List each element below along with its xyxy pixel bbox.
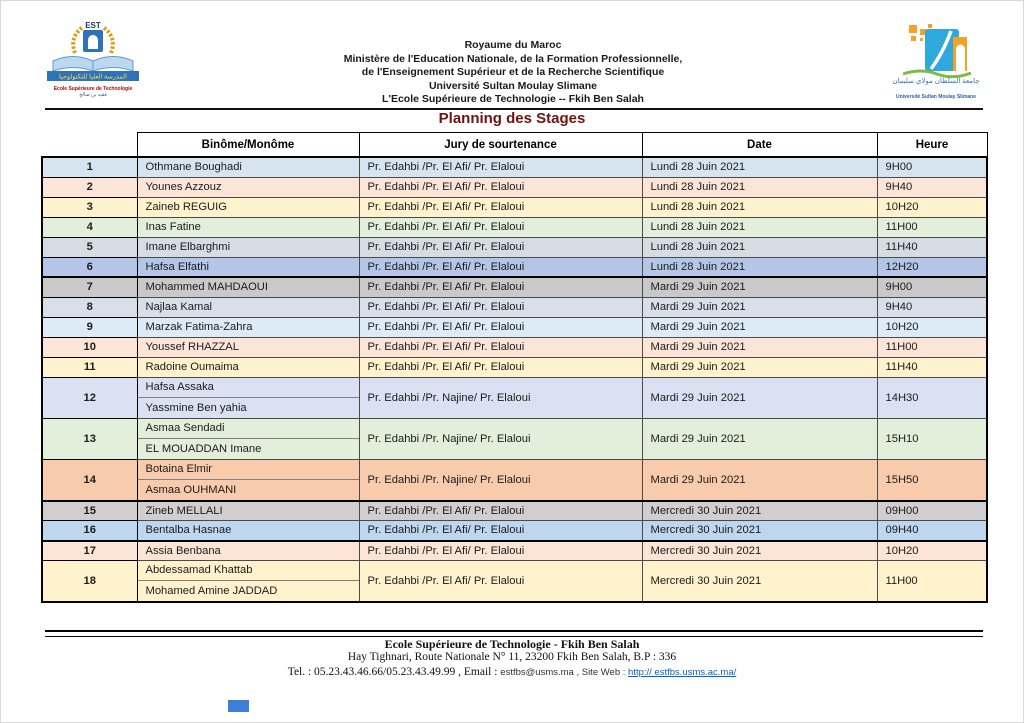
heure-cell: 09H40 bbox=[877, 521, 987, 541]
row-number-cell: 1 bbox=[42, 157, 137, 177]
student-name: Mohamed Amine JADDAD bbox=[145, 585, 278, 597]
heure-cell: 11H40 bbox=[877, 237, 987, 257]
footer-email: estfbs@usms.ma , Site Web : bbox=[500, 666, 629, 678]
binome-cell bbox=[137, 521, 359, 541]
student-name: Botaina Elmir bbox=[138, 460, 359, 480]
student-name: Youssef RHAZZAL bbox=[145, 341, 239, 353]
table-row bbox=[42, 277, 987, 297]
date-cell: Mercredi 30 Juin 2021 bbox=[642, 501, 877, 521]
row-number-cell: 2 bbox=[42, 177, 137, 197]
letterhead-line-3: de l'Enseignement Supérieur et de la Recherche Scientifique bbox=[361, 66, 665, 78]
letterhead-line-2: Ministère de l'Education Nationale, de la Formation Professionnelle, bbox=[343, 52, 683, 65]
jury-cell: Pr. Edahbi /Pr. El Afi/ Pr. Elaloui bbox=[359, 217, 642, 237]
page-title: Planning des Stages bbox=[438, 110, 586, 127]
table-row bbox=[42, 177, 987, 197]
date-cell: Mardi 29 Juin 2021 bbox=[642, 317, 877, 337]
footer-tel: Tel. : 05.23.43.46.66/05.23.43.49.99 , Email : bbox=[287, 665, 501, 678]
jury-cell: Pr. Edahbi /Pr. El Afi/ Pr. Elaloui bbox=[359, 237, 642, 257]
heure-cell: 10H20 bbox=[877, 197, 987, 217]
heure-cell: 11H00 bbox=[877, 217, 987, 237]
date-cell: Mardi 29 Juin 2021 bbox=[642, 377, 877, 418]
row-number-cell: 6 bbox=[42, 257, 137, 277]
heure-cell: 9H00 bbox=[877, 157, 987, 177]
table-row bbox=[42, 217, 987, 237]
table-row bbox=[42, 357, 987, 377]
col-header-heure: Heure bbox=[877, 133, 987, 158]
est-logo-graphic bbox=[45, 19, 141, 81]
jury-cell: Pr. Edahbi /Pr. El Afi/ Pr. Elaloui bbox=[359, 177, 642, 197]
binome-cell bbox=[137, 377, 359, 418]
row-number-cell: 12 bbox=[42, 377, 137, 418]
table-row bbox=[42, 197, 987, 217]
student-name: Asmaa OUHMANI bbox=[145, 483, 237, 496]
heure-cell: 15H50 bbox=[877, 459, 987, 501]
row-number-cell: 4 bbox=[42, 217, 137, 237]
binome-cell bbox=[137, 337, 359, 357]
footer-contact bbox=[1, 665, 1023, 680]
date-cell: Lundi 28 Juin 2021 bbox=[642, 177, 877, 197]
date-cell: Mercredi 30 Juin 2021 bbox=[642, 541, 877, 561]
footer bbox=[1, 637, 1023, 680]
corner-cell bbox=[42, 133, 137, 158]
jury-cell: Pr. Edahbi /Pr. El Afi/ Pr. Elaloui bbox=[359, 521, 642, 541]
table-row bbox=[42, 501, 987, 521]
jury-cell: Pr. Edahbi /Pr. El Afi/ Pr. Elaloui bbox=[359, 541, 642, 561]
row-number-cell: 11 bbox=[42, 357, 137, 377]
table-header-row bbox=[42, 133, 987, 158]
jury-cell: Pr. Edahbi /Pr. El Afi/ Pr. Elaloui bbox=[359, 257, 642, 277]
heure-cell: 9H40 bbox=[877, 177, 987, 197]
row-number-cell: 18 bbox=[42, 561, 137, 603]
jury-cell: Pr. Edahbi /Pr. El Afi/ Pr. Elaloui bbox=[359, 357, 642, 377]
student-name: Radoine Oumaima bbox=[145, 361, 239, 373]
row-number-cell: 13 bbox=[42, 418, 137, 459]
heure-cell: 12H20 bbox=[877, 257, 987, 277]
binome-cell bbox=[137, 357, 359, 377]
jury-cell: Pr. Edahbi /Pr. El Afi/ Pr. Elaloui bbox=[359, 197, 642, 217]
binome-cell bbox=[137, 157, 359, 177]
heure-cell: 10H20 bbox=[877, 541, 987, 561]
heure-cell: 15H10 bbox=[877, 418, 987, 459]
heure-cell: 11H00 bbox=[877, 561, 987, 603]
student-name: Hafsa Elfathi bbox=[145, 260, 209, 273]
binome-cell bbox=[137, 197, 359, 217]
student-name: Zaineb REGUIG bbox=[145, 201, 227, 213]
heure-cell: 11H40 bbox=[877, 357, 987, 377]
row-number-cell: 15 bbox=[42, 501, 137, 521]
student-name: Othmane Boughadi bbox=[145, 161, 242, 174]
binome-cell bbox=[137, 459, 359, 501]
jury-cell: Pr. Edahbi /Pr. Najine/ Pr. Elaloui bbox=[359, 459, 642, 501]
binome-cell bbox=[137, 501, 359, 521]
binome-cell bbox=[137, 317, 359, 337]
date-cell: Lundi 28 Juin 2021 bbox=[642, 217, 877, 237]
table-row bbox=[42, 237, 987, 257]
usms-arabic-text: جامعة السلطان مولاي سليمان bbox=[892, 78, 980, 85]
footer-website-link[interactable]: http:// estfbs.usms.ac.ma/ bbox=[628, 666, 737, 678]
jury-cell: Pr. Edahbi /Pr. El Afi/ Pr. Elaloui bbox=[359, 561, 642, 603]
arabic-banner-text: المدرسة العليا للتكنولوجيا bbox=[59, 73, 127, 81]
footer-address: Hay Tighnari, Route Nationale N° 11, 23200 Fkih Ben Salah, B.P : 336 bbox=[347, 651, 677, 663]
footer-divider bbox=[45, 630, 983, 637]
table-row bbox=[42, 337, 987, 357]
binome-cell bbox=[137, 297, 359, 317]
date-cell: Mercredi 30 Juin 2021 bbox=[642, 521, 877, 541]
row-number-cell: 16 bbox=[42, 521, 137, 541]
jury-cell: Pr. Edahbi /Pr. El Afi/ Pr. Elaloui bbox=[359, 297, 642, 317]
green-wave bbox=[903, 71, 971, 77]
date-cell: Lundi 28 Juin 2021 bbox=[642, 197, 877, 217]
table-row bbox=[42, 317, 987, 337]
student-name: Inas Fatine bbox=[145, 221, 201, 233]
row-number-cell: 7 bbox=[42, 277, 137, 297]
est-caption-fr: Ecole Supérieure de Technologie bbox=[53, 86, 133, 92]
usms-logo-graphic bbox=[887, 23, 985, 89]
date-cell: Lundi 28 Juin 2021 bbox=[642, 257, 877, 277]
est-caption-ar: فقيه بن صالح bbox=[79, 92, 107, 98]
binome-cell bbox=[137, 541, 359, 561]
date-cell: Mardi 29 Juin 2021 bbox=[642, 277, 877, 297]
table-row bbox=[42, 418, 987, 459]
row-number-cell: 8 bbox=[42, 297, 137, 317]
binome-cell bbox=[137, 561, 359, 603]
binome-cell bbox=[137, 418, 359, 459]
heure-cell: 9H00 bbox=[877, 277, 987, 297]
date-cell: Mardi 29 Juin 2021 bbox=[642, 459, 877, 501]
table-row bbox=[42, 521, 987, 541]
letterhead-line-5: L'Ecole Supérieure de Technologie -- Fkih Ben Salah bbox=[382, 93, 644, 105]
jury-cell: Pr. Edahbi /Pr. El Afi/ Pr. Elaloui bbox=[359, 317, 642, 337]
row-number-cell: 3 bbox=[42, 197, 137, 217]
jury-cell: Pr. Edahbi /Pr. El Afi/ Pr. Elaloui bbox=[359, 157, 642, 177]
letterhead-line-1: Royaume du Maroc bbox=[464, 39, 562, 51]
heure-cell: 9H40 bbox=[877, 297, 987, 317]
bottom-blue-marker bbox=[228, 700, 249, 712]
table-row bbox=[42, 377, 987, 418]
row-number-cell: 10 bbox=[42, 337, 137, 357]
usms-logo bbox=[887, 23, 985, 100]
student-name: Imane Elbarghmi bbox=[145, 241, 231, 253]
heure-cell: 11H00 bbox=[877, 337, 987, 357]
jury-cell: Pr. Edahbi /Pr. El Afi/ Pr. Elaloui bbox=[359, 337, 642, 357]
letterhead-line-4: Université Sultan Moulay Slimane bbox=[428, 79, 598, 92]
heure-cell: 14H30 bbox=[877, 377, 987, 418]
date-cell: Lundi 28 Juin 2021 bbox=[642, 237, 877, 257]
binome-cell bbox=[137, 277, 359, 297]
student-name: Najlaa Kamal bbox=[145, 301, 213, 313]
row-number-cell: 5 bbox=[42, 237, 137, 257]
table-row bbox=[42, 297, 987, 317]
est-logo bbox=[45, 19, 141, 98]
est-acronym: EST bbox=[85, 21, 101, 30]
student-name: Bentalba Hasnae bbox=[145, 524, 232, 537]
col-header-date: Date bbox=[642, 133, 877, 158]
binome-cell bbox=[137, 257, 359, 277]
date-cell: Mardi 29 Juin 2021 bbox=[642, 357, 877, 377]
row-number-cell: 14 bbox=[42, 459, 137, 501]
table-row bbox=[42, 157, 987, 177]
usms-arch-hole bbox=[956, 45, 965, 72]
table-row bbox=[42, 561, 987, 603]
col-header-jury: Jury de sourtenance bbox=[359, 133, 642, 158]
table-row bbox=[42, 257, 987, 277]
emblem-arch bbox=[88, 35, 98, 49]
student-name: Asmaa Sendadi bbox=[138, 419, 359, 439]
student-name: Assia Benbana bbox=[145, 544, 221, 557]
jury-cell: Pr. Edahbi /Pr. Najine/ Pr. Elaloui bbox=[359, 418, 642, 459]
jury-cell: Pr. Edahbi /Pr. El Afi/ Pr. Elaloui bbox=[359, 501, 642, 521]
date-cell: Mercredi 30 Juin 2021 bbox=[642, 561, 877, 603]
table-row bbox=[42, 541, 987, 561]
planning-table bbox=[41, 132, 988, 603]
laurel-right bbox=[103, 27, 113, 53]
footer-school-name: Ecole Supérieure de Technologie - Fkih Ben Salah bbox=[384, 637, 640, 651]
col-header-binome: Binôme/Monôme bbox=[137, 133, 359, 158]
student-name: Mohammed MAHDAOUI bbox=[145, 281, 268, 294]
date-cell: Mardi 29 Juin 2021 bbox=[642, 337, 877, 357]
student-name: Abdessamad Khattab bbox=[138, 561, 359, 581]
student-name: Zineb MELLALI bbox=[145, 504, 223, 517]
student-name: Yassmine Ben yahia bbox=[145, 401, 247, 414]
date-cell: Lundi 28 Juin 2021 bbox=[642, 157, 877, 177]
row-number-cell: 17 bbox=[42, 541, 137, 561]
usms-caption: Université Sultan Moulay Slimane bbox=[895, 94, 977, 100]
row-number-cell: 9 bbox=[42, 317, 137, 337]
student-name: Younes Azzouz bbox=[145, 181, 222, 193]
student-name: Marzak Fatima-Zahra bbox=[145, 321, 253, 333]
date-cell: Mardi 29 Juin 2021 bbox=[642, 297, 877, 317]
binome-cell bbox=[137, 177, 359, 197]
student-name: EL MOUADDAN Imane bbox=[145, 442, 262, 455]
jury-cell: Pr. Edahbi /Pr. Najine/ Pr. Elaloui bbox=[359, 377, 642, 418]
student-name: Hafsa Assaka bbox=[138, 378, 359, 398]
laurel-left bbox=[73, 27, 83, 53]
jury-cell: Pr. Edahbi /Pr. El Afi/ Pr. Elaloui bbox=[359, 277, 642, 297]
letterhead bbox=[263, 39, 763, 107]
heure-cell: 09H00 bbox=[877, 501, 987, 521]
binome-cell bbox=[137, 217, 359, 237]
heure-cell: 10H20 bbox=[877, 317, 987, 337]
date-cell: Mardi 29 Juin 2021 bbox=[642, 418, 877, 459]
table-row bbox=[42, 459, 987, 501]
binome-cell bbox=[137, 237, 359, 257]
